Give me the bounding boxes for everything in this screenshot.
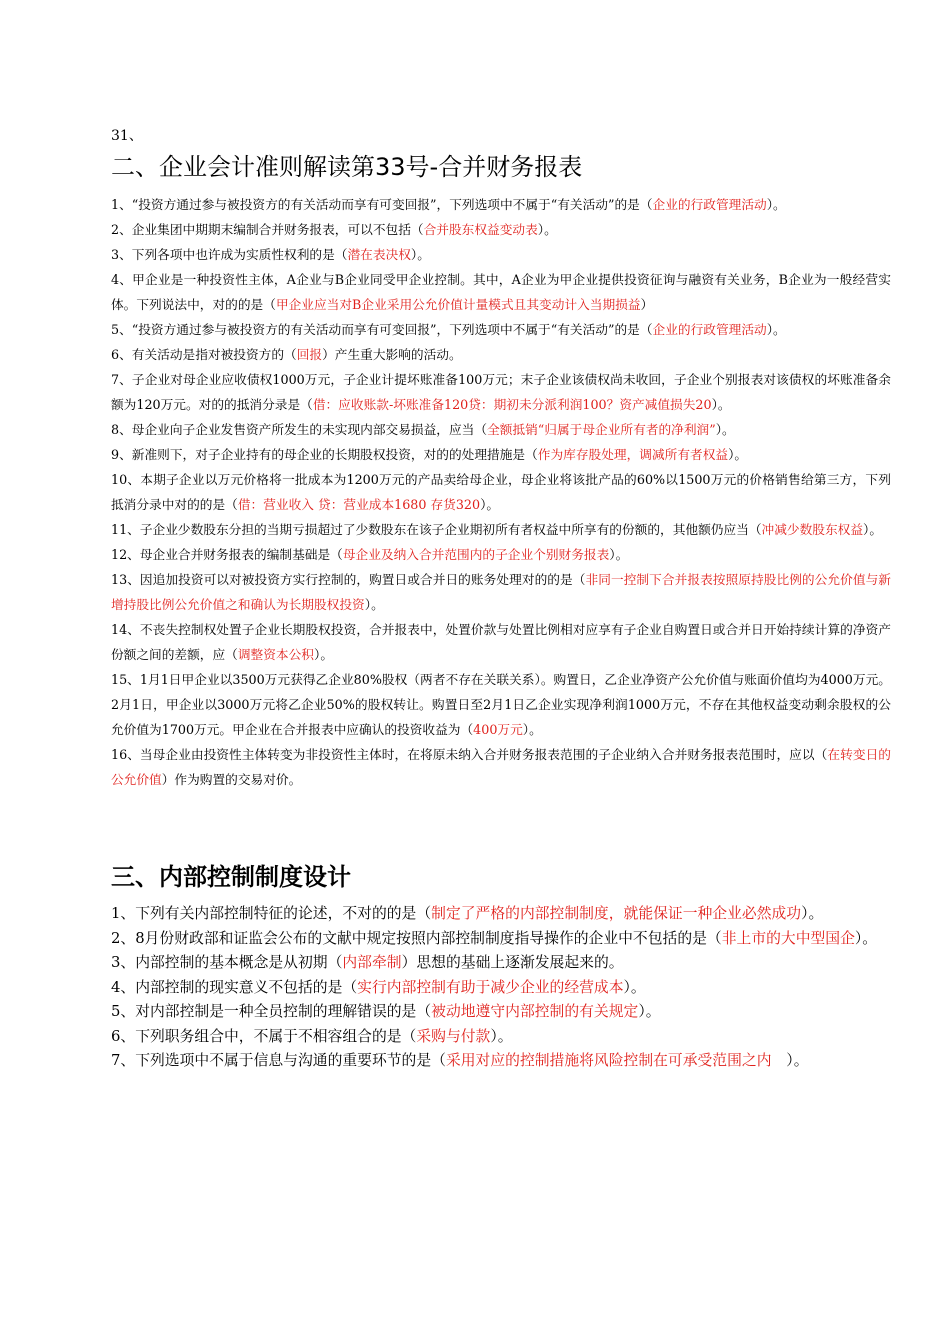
question-item	[111, 442, 891, 467]
question-close: ）。	[715, 422, 735, 437]
question-text: 5、“投资方通过参与被投资方的有关活动而享有可变回报”，下列选项中不属于“有关活动”的是（	[111, 322, 653, 337]
question-text: 7、子企业对母企业应收债权1000万元，子企业计提坏账准备100万元；末子企业该债权尚未收回，子企业个别报表对该债权的坏账准备余额为120万元。对的的抵消分录是（	[111, 372, 891, 412]
question-item	[111, 192, 891, 217]
question-text: 8、母企业向子企业发售资产所发生的未实现内部交易损益，应当（	[111, 422, 488, 437]
question-close: ）。	[364, 597, 384, 612]
answer-text: 非上市的大中型国企	[721, 929, 855, 947]
answer-text: 甲企业应当对B企业采用公允价值计量模式且其变动计入当期损益	[275, 297, 641, 312]
answer-text: 内部牵制	[342, 954, 402, 971]
question-item	[111, 342, 891, 367]
question-text: 4、甲企业是一种投资性主体，A企业与B企业同受甲企业控制。其中，A企业为甲企业提供投资征询与融资有关业务，B企业为一般经营实体。下列说法中，对的的是（	[111, 272, 891, 312]
question-item	[111, 417, 891, 442]
answer-text: 冲减少数股东权益	[761, 522, 864, 537]
question-item	[111, 902, 891, 927]
item-31: 31、	[111, 128, 143, 144]
section-gap	[111, 792, 891, 860]
question-item	[111, 1000, 891, 1025]
question-item	[111, 1025, 891, 1050]
question-close: ）。	[480, 497, 500, 512]
question-close: ）。	[728, 447, 748, 462]
question-text: 1、下列有关内部控制特征的论述，不对的的是（	[111, 905, 432, 922]
question-close: ）。	[863, 522, 883, 537]
question-text: 16、当母企业由投资性主体转变为非投资性主体时，在将原未纳入合并财务报表范围的子企业纳入合并财务报表范围时，应以（	[111, 747, 828, 762]
question-text: 11、子企业少数股东分担的当期亏损超过了少数股东在该子企业期初所有者权益中所享有的份额的，其他额仍应当（	[111, 522, 762, 537]
answer-text: 作为库存股处理，调减所有者权益	[537, 447, 729, 462]
question-item	[111, 1049, 891, 1074]
question-close: ）。	[609, 547, 629, 562]
question-close: ）。	[638, 1003, 661, 1020]
question-close: ）作为购置的交易对价。	[161, 772, 302, 787]
question-close: ）。	[537, 222, 557, 237]
question-close: ）思想的基础上逐渐发展起来的。	[401, 954, 624, 971]
answer-text: 企业的行政管理活动	[652, 197, 767, 212]
answer-text: 被动地遵守内部控制的有关规定	[431, 1003, 639, 1020]
question-item	[111, 951, 891, 976]
question-text: 10、本期子企业以万元价格将一批成本为1200万元的产品卖给母企业，母企业将该批产品的60%以1500万元的价格销售给第三方，下列抵消分录中对的的是（	[111, 472, 891, 512]
answer-text: 制定了严格的内部控制制度，就能保证一种企业必然成功	[431, 905, 802, 922]
question-text: 15、1月1日甲企业以3500万元获得乙企业80%股权（两者不存在关联关系）。购置日，乙企业净资产公允价值与账面价值均为4000万元。2月1日，甲企业以3000万元将乙企业50%的股权转让。购置日至2月1日乙企业实现净利润1000万元，不存在其他权益变动剩余股权的公允价值为1700万元。甲企业在合并报表中应确认的投资收益为（	[111, 672, 891, 737]
question-item	[111, 242, 891, 267]
question-close: ）。	[766, 197, 786, 212]
question-close: ）。	[522, 722, 542, 737]
question-item	[111, 517, 891, 542]
question-item	[111, 317, 891, 342]
question-close: ）。	[854, 929, 878, 947]
question-close: ）。	[771, 1052, 809, 1069]
section-2-title: 二、企业会计准则解读第33号-合并财务报表	[111, 153, 583, 181]
answer-text: 非同一控制下合并报表按照原持股比例的公允价值与新增持股比例公允价值之和确认为长期股权投资	[111, 572, 891, 612]
answer-text: 合并股东权益变动表	[423, 222, 538, 237]
answer-text: 全额抵销“归属于母企业所有者的净利润”	[487, 422, 716, 437]
question-close: ）。	[623, 978, 646, 996]
answer-text: 调整资本公积	[237, 647, 314, 662]
question-text: 5、对内部控制是一种全员控制的理解错误的是（	[111, 1003, 432, 1020]
answer-text: 企业的行政管理活动	[652, 322, 767, 337]
question-close: ）。	[490, 1027, 513, 1045]
question-item	[111, 667, 891, 742]
question-text: 2、企业集团中期期末编制合并财务报表，可以不包括（	[111, 222, 424, 237]
question-text: 9、新准则下，对子企业持有的母企业的长期股权投资，对的的处理措施是（	[111, 447, 538, 462]
answer-text: 采购与付款	[416, 1027, 491, 1045]
question-close: ）。	[766, 322, 786, 337]
question-text: 1、“投资方通过参与被投资方的有关活动而享有可变回报”，下列选项中不属于“有关活动”的是（	[111, 197, 653, 212]
question-item	[111, 976, 891, 1001]
question-text: 3、内部控制的基本概念是从初期（	[111, 954, 343, 971]
answer-text: 潜在表决权	[347, 247, 411, 262]
question-item	[111, 567, 891, 617]
question-text: 6、有关活动是指对被投资方的（	[111, 347, 297, 362]
question-text: 13、因追加投资可以对被投资方实行控制的，购置日或合并日的账务处理对的的是（	[111, 572, 586, 587]
question-text: 6、下列职务组合中，不属于不相容组合的是（	[111, 1027, 417, 1045]
question-close: ）	[640, 297, 654, 312]
question-item	[111, 617, 891, 667]
question-text: 3、下列各项中也许成为实质性权利的是（	[111, 247, 348, 262]
section-3-title: 三、内部控制制度设计	[111, 862, 351, 891]
answer-text: 母企业及纳入合并范围内的子企业个别财务报表	[342, 547, 610, 562]
answer-text: 在转变日的公允价值	[111, 747, 891, 787]
answer-text: 400万元	[473, 722, 523, 737]
question-close: ）。	[711, 397, 731, 412]
question-text: 2、8月份财政部和证监会公布的文献中规定按照内部控制制度指导操作的企业中不包括的是（	[111, 929, 722, 947]
question-item	[111, 927, 891, 952]
answer-text: 借：应收账款-坏账准备120贷：期初未分派利润100？资产减值损失20	[312, 397, 712, 412]
question-text: 7、下列选项中不属于信息与沟通的重要环节的是（	[111, 1052, 446, 1069]
question-text: 12、母企业合并财务报表的编制基础是（	[111, 547, 343, 562]
answer-text: 采用对应的控制措施将风险控制在可承受范围之内	[445, 1052, 772, 1069]
document-page	[111, 126, 891, 1074]
answer-text: 回报	[296, 347, 323, 362]
question-item	[111, 742, 891, 792]
question-close: ）。	[314, 647, 334, 662]
question-item	[111, 267, 891, 317]
question-item	[111, 367, 891, 417]
question-close: ）产生重大影响的活动。	[322, 347, 462, 362]
question-item	[111, 217, 891, 242]
question-item	[111, 542, 891, 567]
question-close: ）。	[801, 905, 824, 922]
section-3-list	[111, 902, 891, 1074]
section-2-list	[111, 192, 891, 792]
question-close: ）。	[410, 247, 430, 262]
question-text: 14、不丧失控制权处置子企业长期股权投资，合并报表中，处置价款与处置比例相对应享有子企业自购置日或合并日开始持续计算的净资产份额之间的差额，应（	[111, 622, 891, 662]
answer-text: 借：营业收入 贷：营业成本1680 存货320	[237, 497, 481, 512]
question-item	[111, 467, 891, 517]
question-text: 4、内部控制的现实意义不包括的是（	[111, 978, 358, 996]
answer-text: 实行内部控制有助于减少企业的经营成本	[357, 978, 624, 996]
